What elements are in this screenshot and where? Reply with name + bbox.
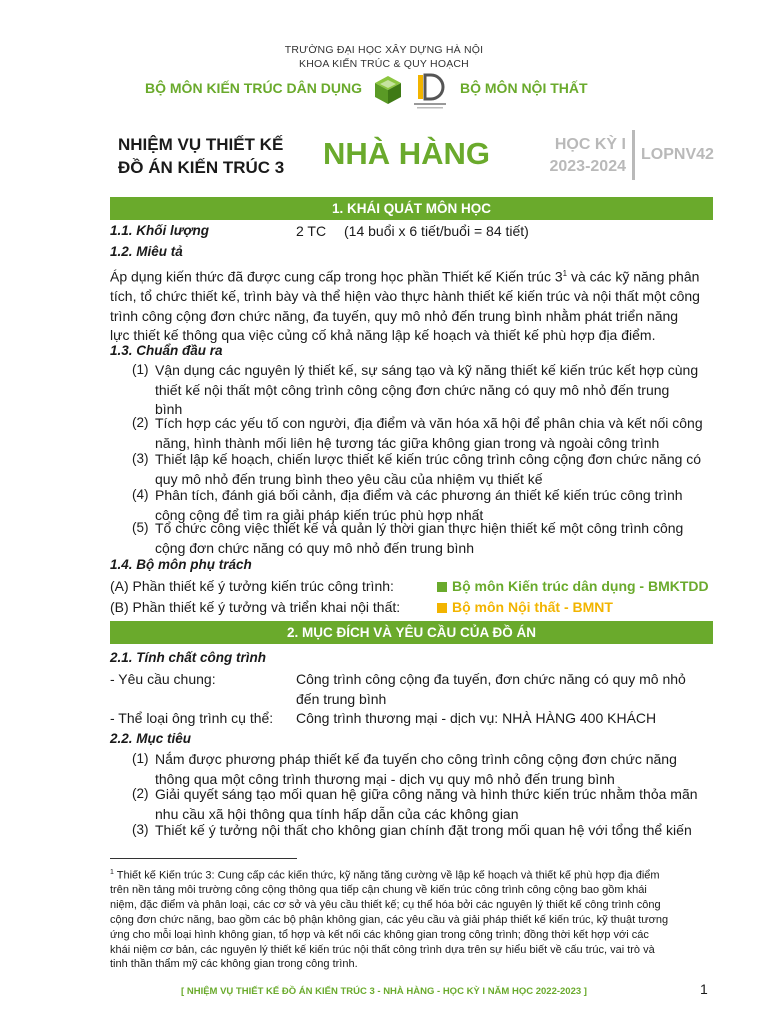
goal-line: Nắm được phương pháp thiết kế đa tuyến cho công trình công cộng đơn chức năng bbox=[155, 751, 677, 767]
s22-label: 2.2. Mục tiêu bbox=[110, 731, 192, 746]
resp-b-dept-text: Bộ môn Nội thất - BMNT bbox=[452, 599, 613, 615]
s11-detail: (14 buổi x 6 tiết/buổi = 84 tiết) bbox=[344, 223, 529, 239]
outcome-item bbox=[155, 414, 715, 453]
outcome-line: Thiết lập kế hoạch, chiến lược thiết kế kiến trúc công trình công cộng đơn chức năng có bbox=[155, 451, 702, 467]
outcome-num: (4) bbox=[132, 487, 149, 502]
footnote-line: ứng cho mỗi loại hình không gian, tổ hợp và kết nối các không gian trong công trình; đồng thời kết hợp với các bbox=[110, 928, 649, 941]
s11-label: 1.1. Khối lượng bbox=[110, 223, 209, 238]
goal-line: Giải quyết sáng tạo mối quan hệ giữa công năng và hình thức kiến trúc nhằm thỏa mãn bbox=[155, 786, 698, 802]
footnote-line: khái niệm cơ bản, các nguyên lý thiết kế kiến trúc nội thất công trình dựa trên sự hiểu biết về cấu trúc, vai trò và bbox=[110, 943, 655, 956]
class-code: LOPNV42 bbox=[641, 146, 714, 163]
outcome-num: (3) bbox=[132, 451, 149, 466]
desc-line-3: trình công cộng đơn chức năng, đa tuyến, quy mô nhỏ đến trung bình nhằm phát triển năng bbox=[110, 307, 679, 324]
req-label: - Yêu cầu chung: bbox=[110, 671, 216, 687]
title-divider bbox=[632, 130, 635, 180]
interior-design-logo-icon bbox=[412, 72, 448, 112]
task-title bbox=[118, 133, 284, 179]
s14-label: 1.4. Bộ môn phụ trách bbox=[110, 557, 252, 572]
faculty-name: KHOA KIẾN TRÚC & QUY HOẠCH bbox=[299, 58, 469, 70]
goal-line: Thiết kế ý tưởng nội thất cho không gian chính đặt trong mối quan hệ với tổng thể kiến bbox=[155, 822, 692, 838]
s12-label: 1.2. Miêu tả bbox=[110, 244, 183, 259]
goal-item bbox=[155, 821, 715, 841]
resp-a-dept-text: Bộ môn Kiến trúc dân dụng - BMKTDD bbox=[452, 578, 709, 594]
outcome-item bbox=[155, 361, 715, 420]
task-title-line1: NHIỆM VỤ THIẾT KẾ bbox=[118, 135, 284, 154]
desc-line-1-tail: và các kỹ năng phân bbox=[567, 268, 700, 285]
term-year: 2023-2024 bbox=[549, 158, 626, 175]
goal-line: thông qua một công trình thương mại - dịch vụ quy mô nhỏ đến trung bình bbox=[155, 770, 615, 787]
outcome-line: quy mô nhỏ đến trung bình theo yêu cầu của nhiệm vụ thiết kế bbox=[155, 470, 543, 487]
footnote-divider bbox=[110, 858, 297, 859]
green-square-icon bbox=[437, 582, 447, 592]
outcome-line: Tổ chức công việc thiết kế và quản lý thời gian thực hiện thiết kế một công trình công bbox=[155, 520, 684, 536]
resp-b-label: (B) Phần thiết kế ý tưởng và triển khai nội thất: bbox=[110, 599, 401, 615]
req-line: Công trình công cộng đa tuyến, đơn chức năng có quy mô nhỏ bbox=[296, 671, 686, 687]
description bbox=[110, 264, 720, 346]
req-line: đến trung bình bbox=[296, 690, 387, 707]
outcome-line: Vận dụng các nguyên lý thiết kế, sự sáng tạo và kỹ năng thiết kế kiến trúc kết hợp cùng bbox=[155, 362, 699, 378]
outcome-num: (1) bbox=[132, 362, 149, 377]
page-number: 1 bbox=[700, 981, 708, 997]
s11-credits: 2 TC bbox=[296, 223, 327, 239]
outcome-item bbox=[155, 519, 715, 558]
goal-num: (3) bbox=[132, 822, 149, 837]
footnote-line: tinh thần thẩm mỹ các không gian trong công trình. bbox=[110, 958, 358, 971]
goal-line: nhu cầu xã hội thông qua tính hấp dẫn của các không gian bbox=[155, 805, 519, 822]
desc-line-1: Áp dụng kiến thức đã được cung cấp trong học phần Thiết kế Kiến trúc 3 bbox=[110, 268, 563, 285]
s13-label: 1.3. Chuẩn đầu ra bbox=[110, 343, 223, 358]
goal-item bbox=[155, 750, 715, 789]
outcome-line: công cộng để tìm ra giải pháp kiến trúc phù hợp nhất bbox=[155, 506, 484, 523]
desc-line-4: lực thiết kế thông qua việc củng cố khả năng lập kế hoạch và thiết kế phù hợp địa điểm. bbox=[110, 327, 656, 344]
orange-square-icon bbox=[437, 603, 447, 613]
footnote-line: Thiết kế Kiến trúc 3: Cung cấp các kiến thức, kỹ năng tăng cường về lập kế hoạch và thiết kế phù hợp địa điểm bbox=[113, 869, 660, 882]
cube-logo-icon bbox=[372, 74, 404, 106]
footnote-line: cộng đơn chức năng, bao gồm các bộ phận không gian, các yêu cầu và giải pháp thiết kế kiến trúc, kỹ thuật tương bbox=[110, 914, 669, 927]
task-title-line2: ĐỒ ÁN KIẾN TRÚC 3 bbox=[118, 158, 285, 177]
footnote bbox=[110, 866, 720, 972]
desc-line-2: tích, tổ chức thiết kế, trình bày và thể hiện vào thực hành thiết kế kiến trúc và nội thất một công bbox=[110, 288, 700, 305]
req-value bbox=[296, 670, 716, 709]
outcome-line: Tích hợp các yếu tố con người, địa điểm và văn hóa xã hội để phân chia và kết nối công bbox=[155, 415, 703, 431]
goal-num: (2) bbox=[132, 786, 149, 801]
resp-a-label: (A) Phần thiết kế ý tưởng kiến trúc công trình: bbox=[110, 578, 394, 594]
term-label: HỌC KỲ I bbox=[554, 136, 626, 153]
type-value: Công trình thương mại - dịch vụ: NHÀ HÀNG 400 KHÁCH bbox=[296, 710, 657, 726]
type-label: - Thể loại ông trình cụ thể: bbox=[110, 710, 274, 726]
footnote-line: trên nền tảng môi trường công cộng thông qua tiếp cận chung về kiến trúc công trình công cộng bao gồm khái bbox=[110, 884, 647, 897]
goal-num: (1) bbox=[132, 751, 149, 766]
resp-a-dept bbox=[437, 577, 709, 597]
outcome-item bbox=[155, 450, 715, 489]
footnote-ref: 1 bbox=[562, 269, 568, 278]
outcome-line: bình bbox=[155, 401, 183, 417]
outcome-line: thiết kế nội thất một công trình công cộng đơn chức năng có quy mô nhỏ đến trung bbox=[155, 381, 670, 398]
section-1-title: 1. KHÁI QUÁT MÔN HỌC bbox=[110, 197, 713, 220]
outcome-num: (5) bbox=[132, 520, 149, 535]
goal-item bbox=[155, 785, 715, 824]
dept-right: BỘ MÔN NỘI THẤT bbox=[460, 80, 588, 96]
footnote-line: niệm, đặc điểm và phân loại, các cơ sở và yêu cầu thiết kế; cụ thể hóa bởi các nguyên lý thiết kế công trình công bbox=[110, 899, 661, 912]
outcome-line: cộng đơn chức năng có quy mô nhỏ đến trung bình bbox=[155, 539, 474, 556]
s21-label: 2.1. Tính chất công trình bbox=[110, 650, 267, 665]
outcome-num: (2) bbox=[132, 415, 149, 430]
outcome-line: Phân tích, đánh giá bối cảnh, địa điểm và các phương án thiết kế kiến trúc công trình bbox=[155, 487, 683, 503]
outcome-line: năng, hình thành mối liên hệ tương tác giữa không gian trong và ngoài công trình bbox=[155, 434, 660, 451]
dept-left: BỘ MÔN KIẾN TRÚC DÂN DỤNG bbox=[145, 80, 362, 96]
term-block bbox=[546, 134, 626, 178]
resp-b-dept bbox=[437, 598, 613, 618]
section-2-title: 2. MỤC ĐÍCH VÀ YÊU CẦU CỦA ĐỒ ÁN bbox=[110, 621, 713, 644]
project-name: NHÀ HÀNG bbox=[323, 136, 491, 171]
page-footer: [ NHIỆM VỤ THIẾT KẾ ĐỒ ÁN KIẾN TRÚC 3 - NHÀ HÀNG - HỌC KỲ I NĂM HỌC 2022-2023 ] bbox=[181, 986, 587, 997]
university-name: TRƯỜNG ĐẠI HỌC XÂY DỰNG HÀ NỘI bbox=[284, 44, 484, 56]
footnote-sup: 1 bbox=[110, 869, 114, 876]
